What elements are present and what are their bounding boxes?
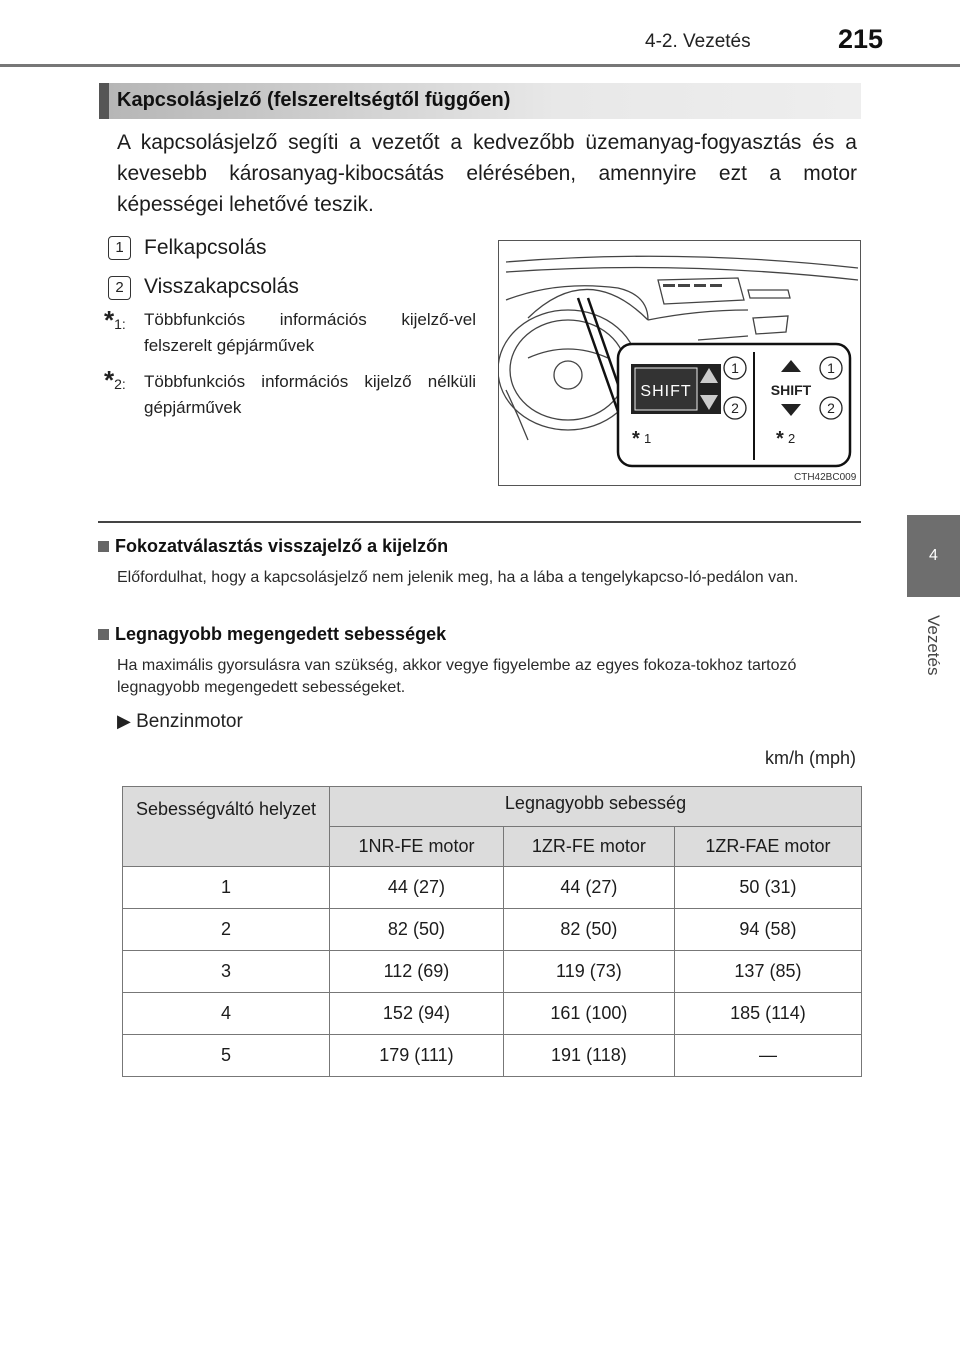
figure-code: CTH42BC009 [794,472,857,483]
col-header-max-speed: Legnagyobb sebesség [330,787,862,827]
col-header-engine-3: 1ZR-FAE motor [674,827,861,867]
svg-text:2: 2 [731,400,739,416]
meter-shift-text: SHIFT [770,382,812,398]
note-2-sup: 2 [114,376,122,392]
table-row: 1 44 (27) 44 (27) 50 (31) [123,867,862,909]
unit-label: km/h (mph) [764,748,856,768]
section-separator [98,521,861,523]
item-number-2: 2 [108,276,131,300]
chapter-tab-label-text: Vezetés [924,614,943,676]
table-row: 2 82 (50) 82 (50) 94 (58) [123,909,862,951]
square-bullet-icon [98,541,109,552]
shift-indicator-figure [498,240,861,486]
svg-text:1: 1 [827,360,835,376]
note-1-text: Többfunkciós információs kijelző-vel felszerelt gépjárművek [144,310,476,355]
page-number: 215 [838,24,884,54]
table-row: 5 179 (111) 191 (118) — [123,1035,862,1077]
chapter-tab-label [912,605,954,685]
svg-text:*: * [776,428,784,450]
subsection-1-text: Előfordulhat, hogy a kapcsolásjelző nem jelenik meg, ha a lába a tengelykapcso-ló-pedálon van. [117,569,799,586]
svg-text:*: * [632,428,640,450]
subsection-1-heading: Fokozatválasztás visszajelző a kijelzőn [98,536,448,557]
intro-paragraph: A kapcsolásjelző segíti a vezetőt a kedvezőbb üzemanyag-fogyasztás és a kevesebb károsanyag-kibocsátás elérésében, amennyire ezt a motor képességei lehetővé teszik. [117,131,857,216]
svg-text:2: 2 [827,400,835,416]
mid-shift-text: SHIFT [640,383,692,400]
svg-text:1: 1 [644,431,652,446]
col-header-gear-position: Sebességváltó helyzet [123,787,330,867]
subsection-2-text: Ha maximális gyorsulásra van szükség, akkor vegye figyelembe az egyes fokoza-tokhoz tartozó legnagyobb megengedett sebességeket. [117,657,797,696]
triangle-right-icon: ▶ [117,711,131,731]
table-row: 4 152 (94) 161 (100) 185 (114) [123,993,862,1035]
max-speed-table [122,786,862,1077]
note-1-star: * [104,305,115,335]
item-label-upshift: Felkapcsolás [144,236,267,259]
item-label-downshift: Visszakapcsolás [144,275,299,298]
svg-text:2: 2 [788,431,796,446]
subsection-2-heading: Legnagyobb megengedett sebességek [98,624,446,645]
note-2-text: Többfunkciós információs kijelző nélküli gépjárművek [144,372,476,417]
note-2-star: * [104,365,115,395]
square-bullet-icon [98,629,109,640]
note-1-sup: 1 [114,316,122,332]
section-title-marker [99,83,109,119]
section-title: Kapcsolásjelző (felszereltségtől függően) [117,89,511,111]
header-section-title: 4-2. Vezetés [645,31,751,52]
svg-text:1: 1 [731,360,739,376]
item-number-1: 1 [108,236,131,260]
header-rule [0,64,960,67]
col-header-engine-1: 1NR-FE motor [330,827,504,867]
chapter-tab-number: 4 [907,515,960,597]
table-row: 3 112 (69) 119 (73) 137 (85) [123,951,862,993]
note-2-mark: *2: [104,365,126,395]
col-header-engine-2: 1ZR-FE motor [503,827,674,867]
note-1-mark: *1: [104,305,126,335]
engine-label: ▶ Benzinmotor [117,711,243,732]
